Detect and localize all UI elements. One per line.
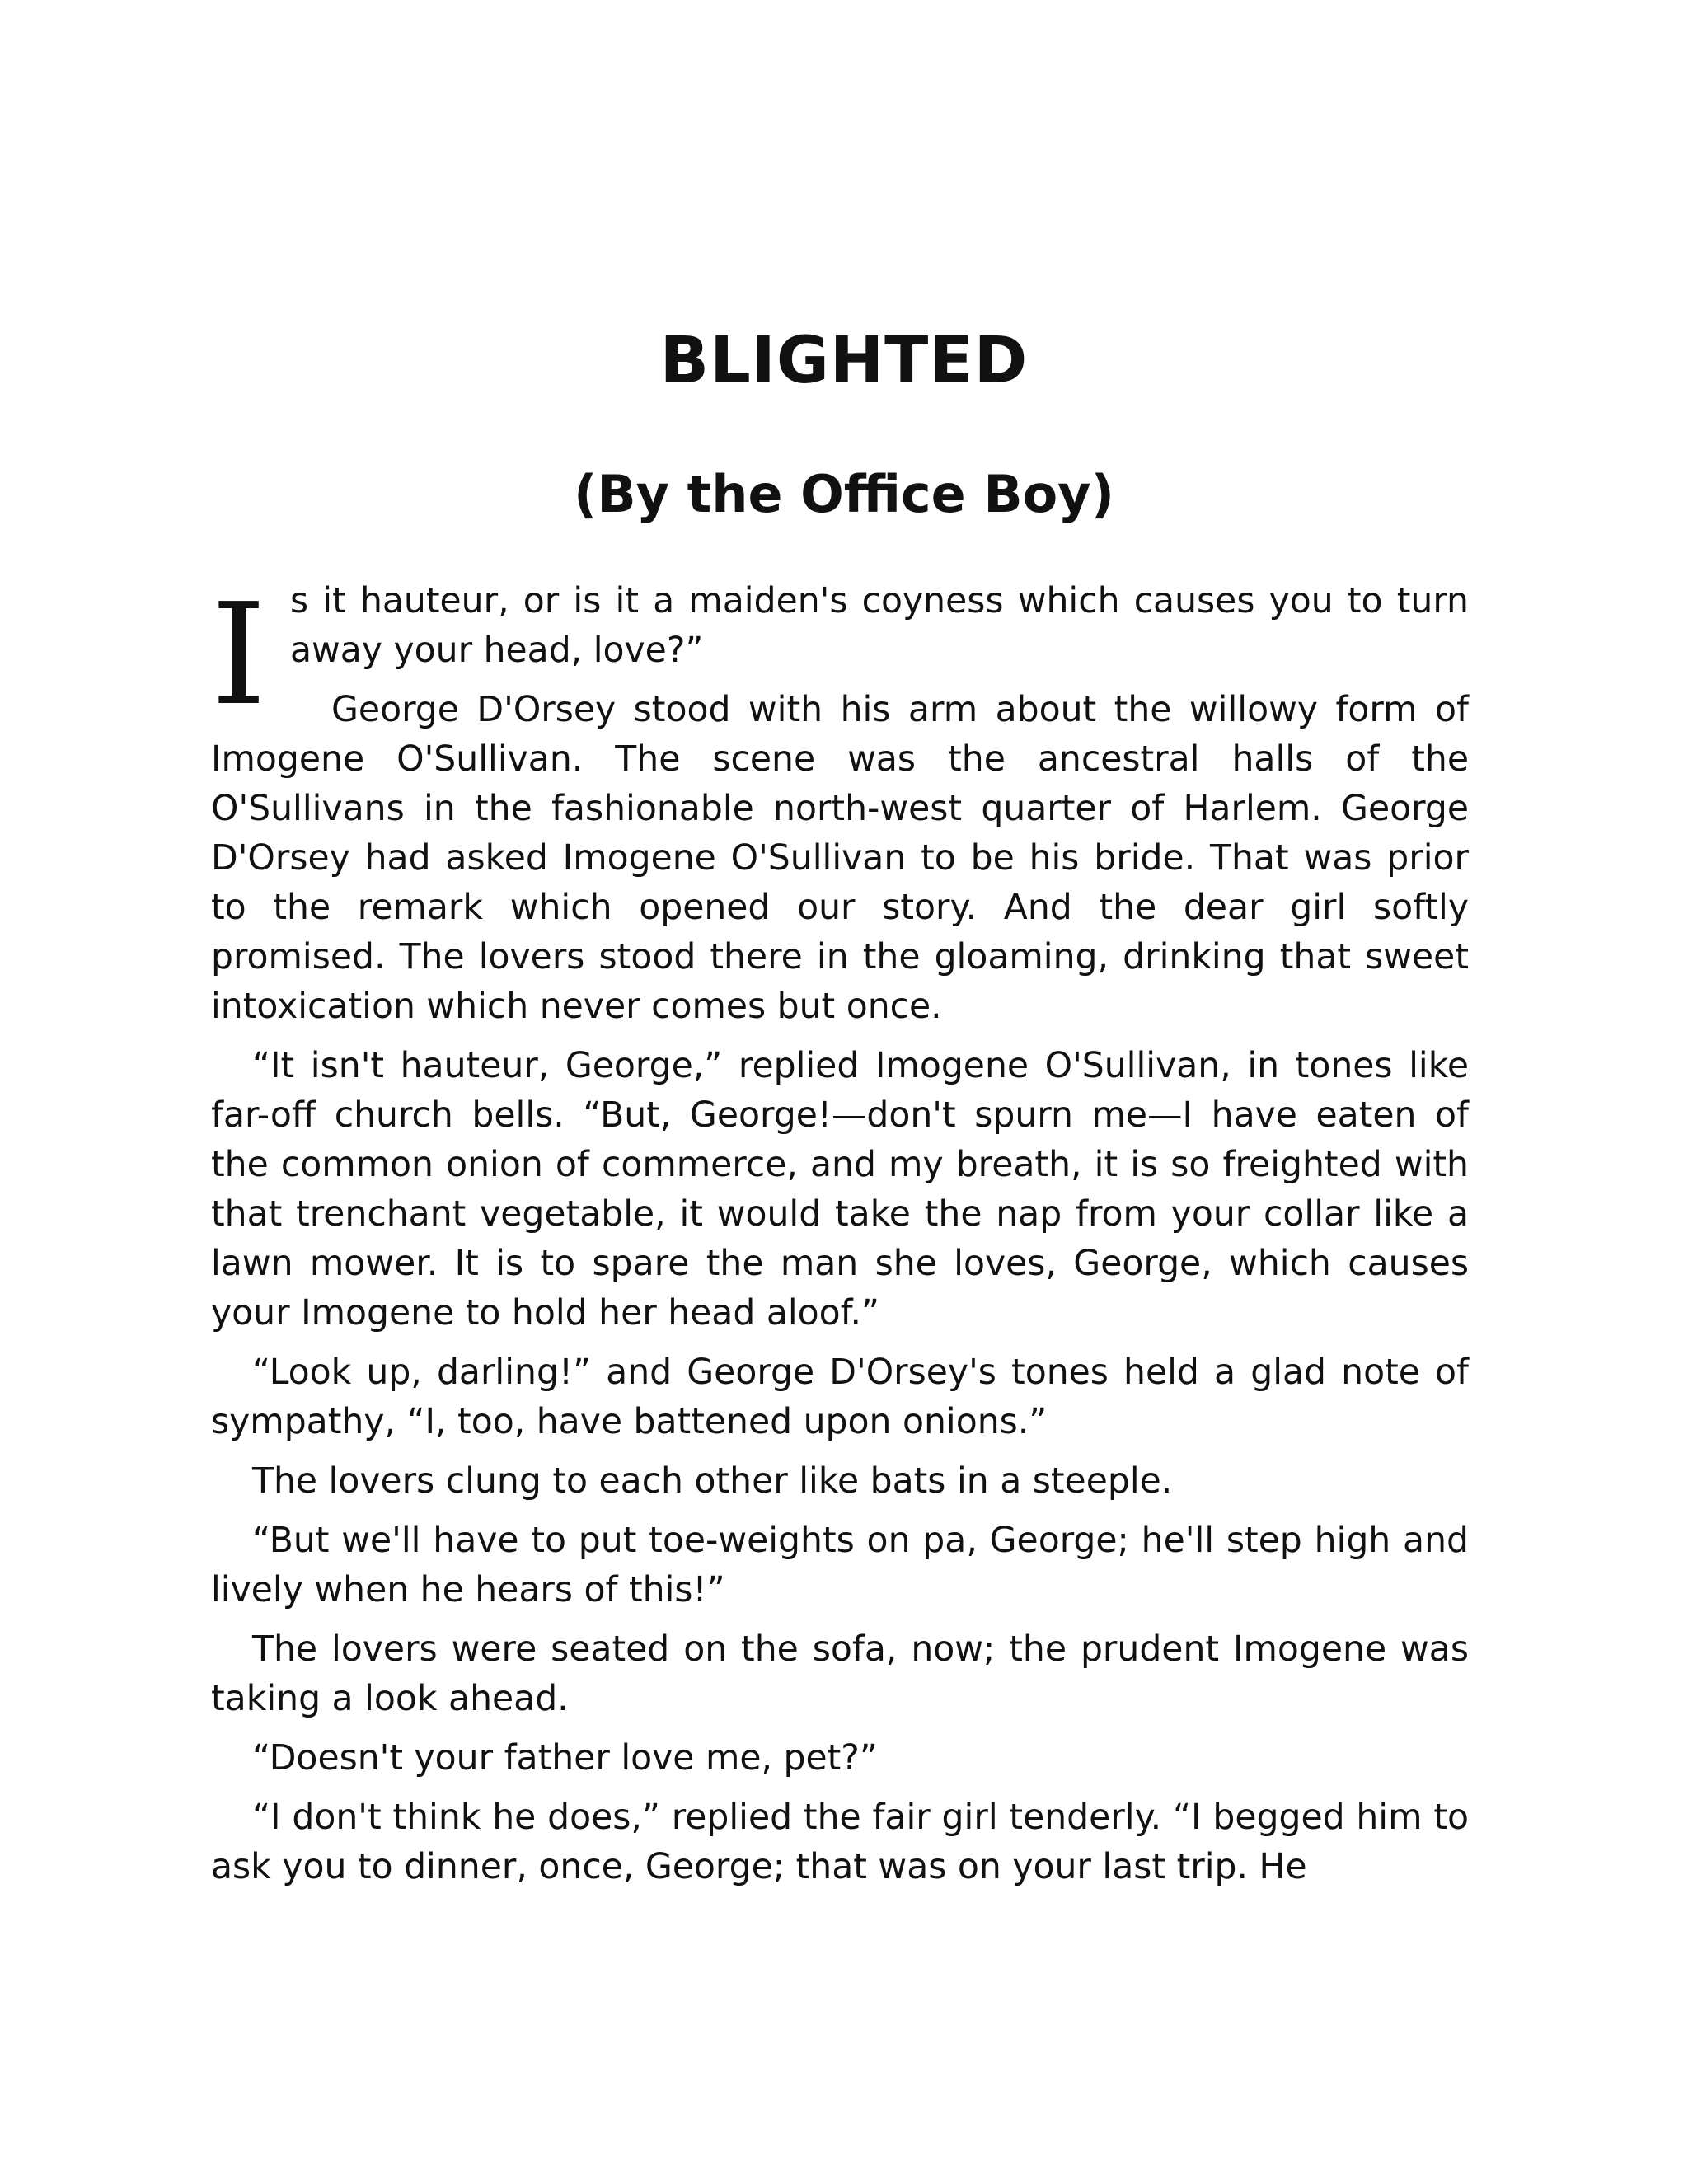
opening-text: s it hauteur, or is it a maiden's coyness which causes you to turn away your head, love?” [290,581,1469,671]
story-title: BLIGHTED [659,324,1029,398]
paragraph: “I don't think he does,” replied the fair girl tenderly. “I begged him to ask you to dinner, once, George; that was on your last trip. He [211,1797,1469,1887]
opening-paragraph [211,574,1469,737]
paragraph: “But we'll have to put toe-weights on pa, George; he'll step high and lively when he hears of this!” [211,1521,1469,1610]
paragraph: The lovers clung to each other like bats in a steeple. [252,1461,1173,1502]
paragraph: “It isn't hauteur, George,” replied Imogene O'Sullivan, in tones like far-off church bells. “But, George!—don't spurn me—I have eaten of the common onion of commerce, and my breath, it is so freighted with that trenchant vegetable, it would take the nap from your collar like a lawn mower. It is to spare the man she loves, George, which causes your Imogene to hold her head aloof.” [211,1046,1469,1333]
paragraph: “Doesn't your father love me, pet?” [252,1738,878,1779]
story-subtitle: (By the Office Boy) [574,464,1114,524]
story-body [211,574,1469,1902]
paragraph: George D'Orsey stood with his arm about the willowy form of Imogene O'Sullivan. The scene was the ancestral halls of the O'Sullivans in the fashionable north-west quarter of Harlem. George D'Orsey had asked Imogene O'Sullivan to be his bride. That was prior to the remark which opened our story. And the dear girl softly promised. The lovers stood there in the gloaming, drinking that sweet intoxication which never comes but once. [211,690,1469,1027]
drop-cap: I [211,574,267,737]
paragraph: “Look up, darling!” and George D'Orsey's tones held a glad note of sympathy, “I, too, have battened upon onions.” [211,1352,1469,1442]
paragraph: The lovers were seated on the sofa, now; the prudent Imogene was taking a look ahead. [211,1629,1469,1719]
